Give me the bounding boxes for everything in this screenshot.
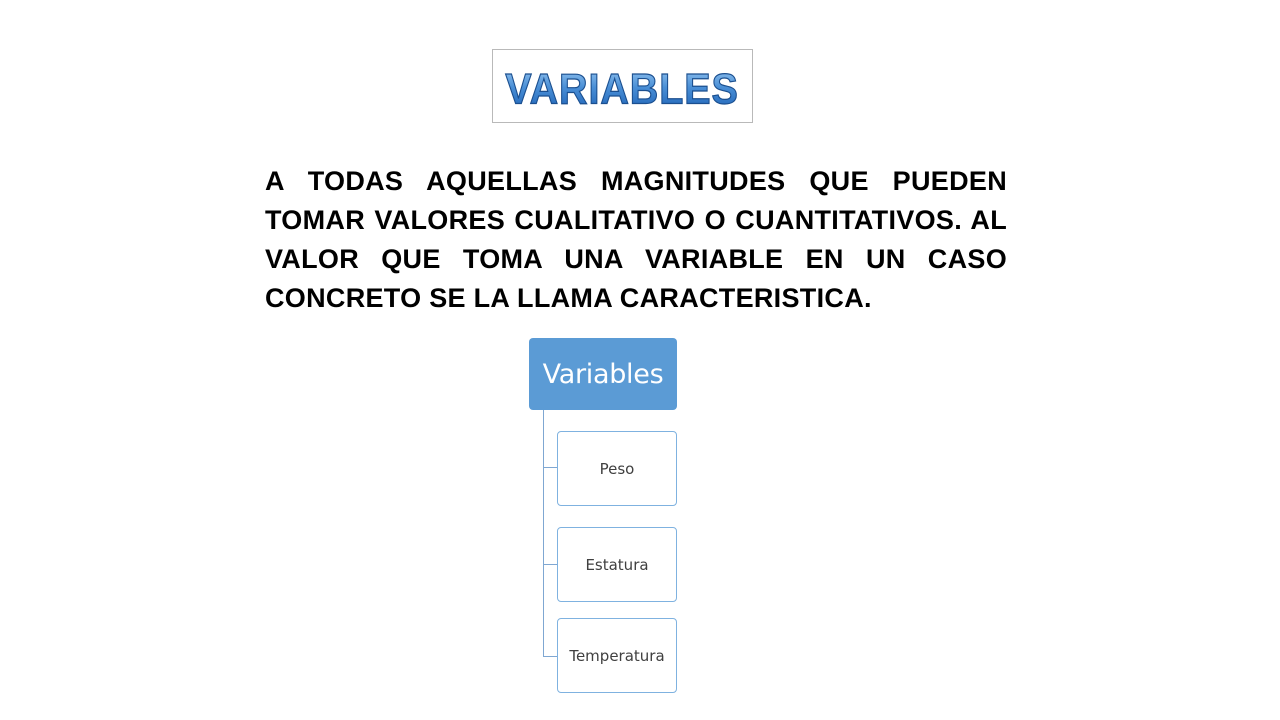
tree-connector-peso [543,467,557,468]
diagram-child-node [557,527,677,602]
diagram-child-label-peso: Peso [599,459,635,478]
tree-connector-estatura [543,564,557,565]
title-text: VARIABLES [505,65,739,114]
title-wordart-box [492,49,753,123]
title-wordart [493,50,752,122]
diagram-root-node [529,338,677,410]
diagram-child-label-estatura: Estatura [585,555,649,574]
diagram-root-label: Variables [542,358,664,390]
tree-connector-temperatura [543,656,557,657]
tree-connector-vertical [543,410,544,657]
diagram-child-label-temperatura: Temperatura [569,646,665,665]
diagram-child-node [557,618,677,693]
diagram-child-node [557,431,677,506]
definition-paragraph: A TODAS AQUELLAS MAGNITUDES QUE PUEDEN TOMAR VALORES CUALITATIVO O CUANTITATIVOS. AL VALOR QUE TOMA UNA VARIABLE EN UN CASO CONCRETO SE LA LLAMA CARACTERISTICA. [265,166,1007,313]
